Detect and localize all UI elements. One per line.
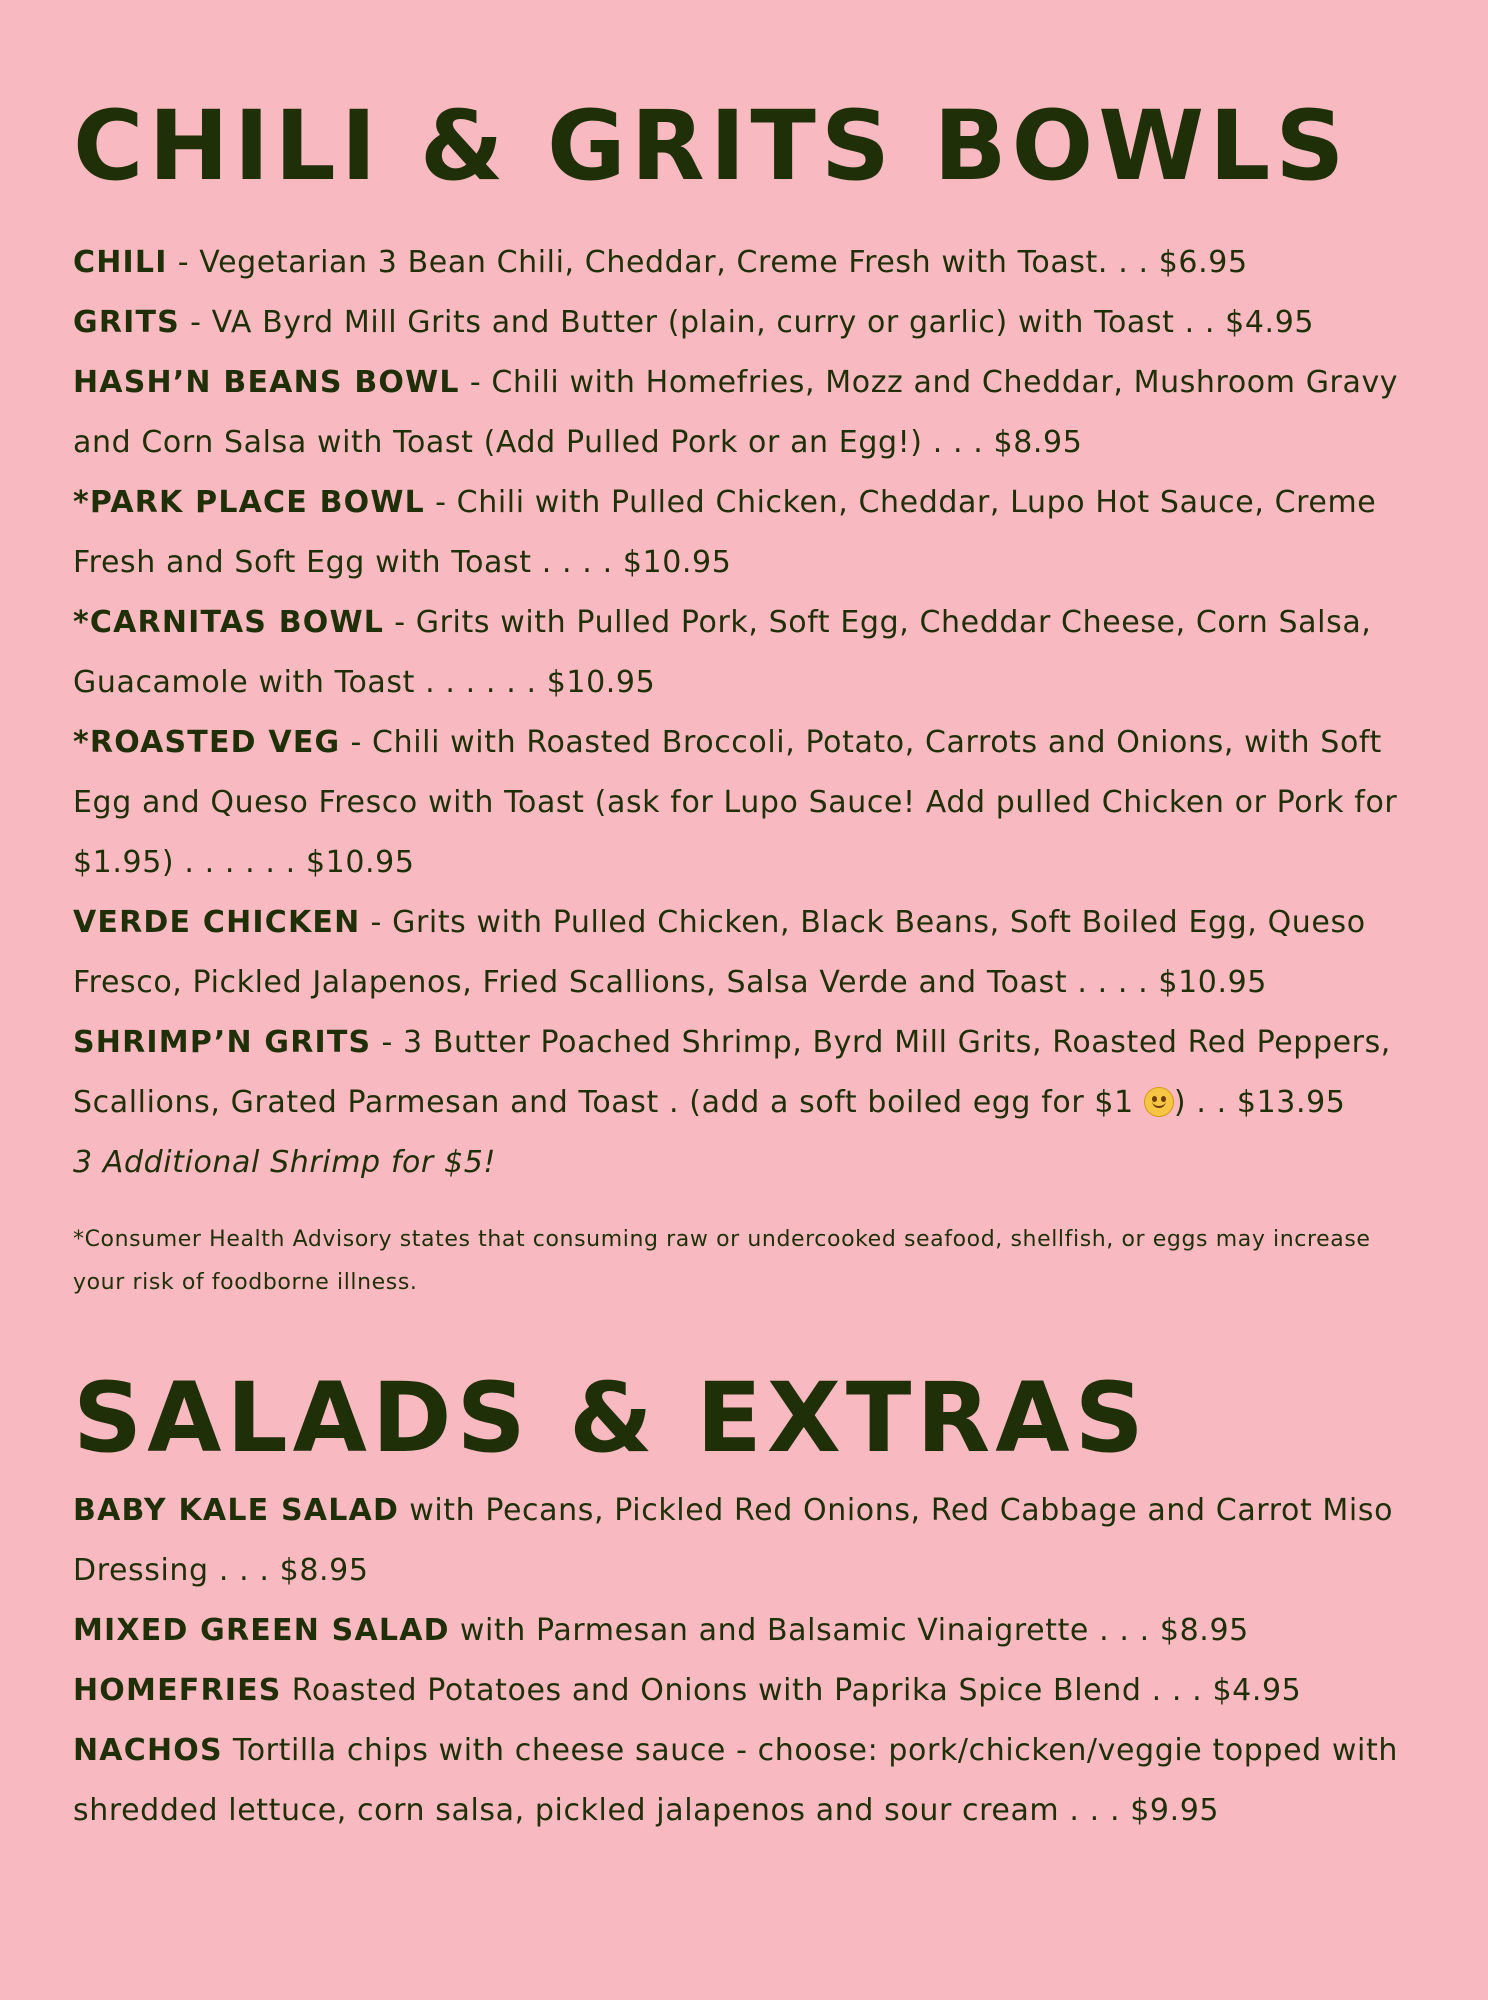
menu-item-description: Tortilla chips with cheese sauce - choose: pork/chicken/veggie topped with shredded lettuce, corn salsa, pickled jalapenos and sour cream . . . $9.95 — [73, 1733, 1398, 1828]
menu-item-description: - Chili with Roasted Broccoli, Potato, Carrots and Onions, with Soft Egg and Queso Fresco with Toast (ask for Lupo Sauce! Add pulled Chicken or Pork for $1.95) . . . . . . $10.95 — [73, 725, 1398, 880]
menu-item-price: ) . . $13.95 — [1173, 1085, 1346, 1120]
menu-item-name: CHILI — [73, 245, 168, 280]
salads-extras-menu-list — [73, 1481, 1423, 1841]
menu-item-nachos — [73, 1721, 1423, 1841]
menu-item-chili — [73, 233, 1423, 293]
chili-grits-section-title: CHILI & GRITS BOWLS — [73, 90, 1350, 202]
menu-item-description: with Pecans, Pickled Red Onions, Red Cabbage and Carrot Miso Dressing . . . $8.95 — [73, 1493, 1394, 1588]
menu-item-name: SHRIMP’N GRITS — [73, 1025, 372, 1060]
menu-item-description: - Chili with Homefries, Mozz and Cheddar, Mushroom Gravy and Corn Salsa with Toast (Add Pulled Pork or an Egg!) . . . $8.95 — [73, 365, 1399, 460]
menu-item-description: - Grits with Pulled Pork, Soft Egg, Cheddar Cheese, Corn Salsa, Guacamole with Toast . . . . . . $10.95 — [73, 605, 1372, 700]
menu-item-name: HASH’N BEANS BOWL — [73, 365, 460, 400]
menu-item-description: - Vegetarian 3 Bean Chili, Cheddar, Creme Fresh with Toast. . . $6.95 — [167, 245, 1248, 280]
menu-item-description: - 3 Butter Poached Shrimp, Byrd Mill Grits, Roasted Red Peppers, Scallions, Grated Parmesan and Toast . (add a soft boiled egg for $1 — [73, 1025, 1391, 1120]
additional-shrimp-note: 3 Additional Shrimp for $5! — [73, 1145, 497, 1180]
menu-item-shrimp-n-grits — [73, 1013, 1423, 1133]
smiling-face-icon — [1144, 1087, 1174, 1117]
menu-item-name: *ROASTED VEG — [73, 725, 341, 760]
menu-item-description: - Grits with Pulled Chicken, Black Beans, Soft Boiled Egg, Queso Fresco, Pickled Jalapenos, Fried Scallions, Salsa Verde and Toast . . . . $10.95 — [73, 905, 1366, 1000]
menu-item-description: with Parmesan and Balsamic Vinaigrette . . . $8.95 — [449, 1613, 1249, 1648]
menu-item-homefries — [73, 1661, 1423, 1721]
menu-item-baby-kale-salad — [73, 1481, 1423, 1601]
menu-item-name: BABY KALE SALAD — [73, 1493, 400, 1528]
menu-item-name: HOMEFRIES — [73, 1673, 282, 1708]
menu-item-grits — [73, 293, 1423, 353]
menu-item-description: - Chili with Pulled Chicken, Cheddar, Lupo Hot Sauce, Creme Fresh and Soft Egg with Toast . . . . $10.95 — [73, 485, 1377, 580]
menu-item-park-place-bowl — [73, 473, 1423, 593]
consumer-health-advisory: *Consumer Health Advisory states that consuming raw or undercooked seafood, shellfish, or eggs may increase your risk of foodborne illness. — [73, 1227, 1371, 1295]
menu-item-name: *CARNITAS BOWL — [73, 605, 385, 640]
salads-extras-section-title: SALADS & EXTRAS — [73, 1362, 1149, 1474]
menu-item-description: Roasted Potatoes and Onions with Paprika Spice Blend . . . $4.95 — [281, 1673, 1302, 1708]
menu-item-name: NACHOS — [73, 1733, 223, 1768]
menu-item-name: VERDE CHICKEN — [73, 905, 361, 940]
menu-item-name: *PARK PLACE BOWL — [73, 485, 425, 520]
menu-item-verde-chicken — [73, 893, 1423, 1013]
menu-item-name: GRITS — [73, 305, 180, 340]
chili-grits-menu-list — [73, 233, 1423, 1193]
menu-item-roasted-veg — [73, 713, 1423, 893]
menu-item-mixed-green-salad — [73, 1601, 1423, 1661]
menu-item-hash-n-beans-bowl — [73, 353, 1423, 473]
menu-item-name: MIXED GREEN SALAD — [73, 1613, 450, 1648]
menu-item-carnitas-bowl — [73, 593, 1423, 713]
menu-item-description: - VA Byrd Mill Grits and Butter (plain, curry or garlic) with Toast . . $4.95 — [179, 305, 1315, 340]
